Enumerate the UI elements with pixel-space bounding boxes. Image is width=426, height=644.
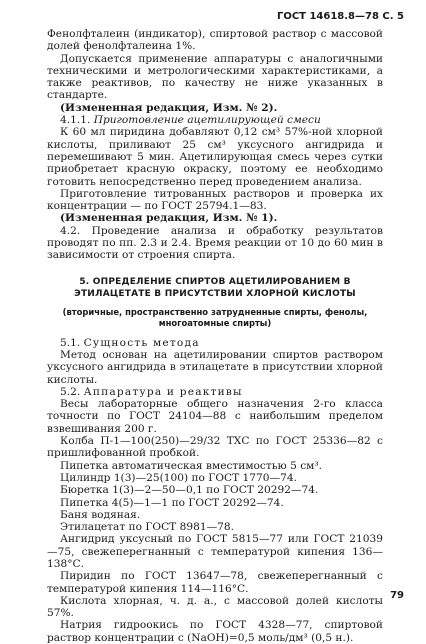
list-item: Пипетка автоматическая вместимостью 5 см³. xyxy=(60,459,322,472)
clause-5-2-number: 5.2. xyxy=(60,385,81,398)
clause-5-1-number: 5.1. xyxy=(60,336,81,349)
clause-5-1-heading xyxy=(47,337,383,349)
page-header: ГОСТ 14618.8—78 С. 5 xyxy=(276,11,404,22)
paragraph-phenolphthalein: Фенолфталеин (индикатор), спиртовой раствор с массовой долей фенолфталеина 1%. xyxy=(47,28,383,53)
list-item: Баня водяная. xyxy=(60,508,141,521)
list-item: Пипетка 4(5)—1—1 по ГОСТ 20292—74. xyxy=(60,496,284,509)
document-body xyxy=(47,28,383,644)
clause-5-1-title: Сущность метода xyxy=(83,336,200,349)
amendment-note-2: (Измененная редакция, Изм. № 2). xyxy=(60,101,278,114)
section-5-subtitle: (вторичные, пространственно затрудненные спирты, фенолы, многоатомные спирты) xyxy=(62,306,368,328)
list-item: Натрия гидроокись по ГОСТ 4328—77, спиртовой раствор концентрации с (NaOH)=0,5 моль/дм³ (0,5 н.). xyxy=(47,619,383,644)
clause-4-2: 4.2. Проведение анализа и обработку результатов проводят по пп. 2.3 и 2.4. Время реакции от 10 до 60 мин в зависимости от строения спирта. xyxy=(47,224,383,262)
list-item: Этилацетат по ГОСТ 8981—78. xyxy=(60,521,235,534)
clause-5-1-text: Метод основан на ацетилировании спиртов раствором уксусного ангидрида в этилацетате в присутствии хлорной кислоты. xyxy=(47,348,383,386)
clause-4-1-1-title: Приготовление ацетилирующей смеси xyxy=(93,114,321,127)
section-5-title: 5. ОПРЕДЕЛЕНИЕ СПИРТОВ АЦЕТИЛИРОВАНИЕМ В ЭТИЛАЦЕТАТЕ В ПРИСУТСТВИИ ХЛОРНОЙ КИСЛОТЫ xyxy=(74,276,356,299)
list-item: Весы лабораторные общего назначения 2-го класса точности по ГОСТ 24104—88 с наибольшим пределом взвешивания 200 г. xyxy=(47,398,383,435)
list-item: Бюретка 1(3)—2—50—0,1 по ГОСТ 20292—74. xyxy=(60,484,319,497)
paragraph-titrated-solutions: Приготовление титрованных растворов и проверка их концентрации — по ГОСТ 25794.1—83. xyxy=(47,187,383,213)
clause-5-2-heading xyxy=(47,386,383,398)
paragraph-equipment-note: Допускается применение аппаратуры с аналогичными техническими и метрологическими характеристиками, а также реактивов, по качеству не ниже указанных в стандарте. xyxy=(47,52,383,102)
list-item: Колба П-1—100(250)—29/32 ТХС по ГОСТ 25336—82 с пришлифованной пробкой. xyxy=(47,435,383,460)
page-number: 79 xyxy=(390,590,404,601)
paragraph-acetylating-mixture: К 60 мл пиридина добавляют 0,12 см³ 57%-ной хлорной кислоты, приливают 25 см³ уксусного ангидрида и перемешивают 5 мин. Ацетилирующая смесь через сутки приобретает красную окраску, поэтому ее необходимо готовить непосредственно перед проведением анализа. xyxy=(47,126,383,188)
list-item: Цилиндр 1(3)—25(100) по ГОСТ 1770—74. xyxy=(60,471,297,484)
list-item: Пиридин по ГОСТ 13647—78, свежеперегнанный с температурой кипения 114—116°С. xyxy=(47,570,383,595)
list-item: Кислота хлорная, ч. д. а., с массовой долей кислоты 57%. xyxy=(47,594,383,620)
clause-5-2-title: Аппаратура и реактивы xyxy=(83,385,243,398)
list-item: Ангидрид уксусный по ГОСТ 5815—77 или ГОСТ 21039—75, свежеперегнанный с температурой кипения 136—138°С. xyxy=(47,533,383,570)
amendment-note-1: (Измененная редакция, Изм. № 1). xyxy=(60,212,278,225)
clause-4-1-1-number: 4.1.1. xyxy=(60,114,91,127)
clause-4-1-1 xyxy=(47,114,383,126)
